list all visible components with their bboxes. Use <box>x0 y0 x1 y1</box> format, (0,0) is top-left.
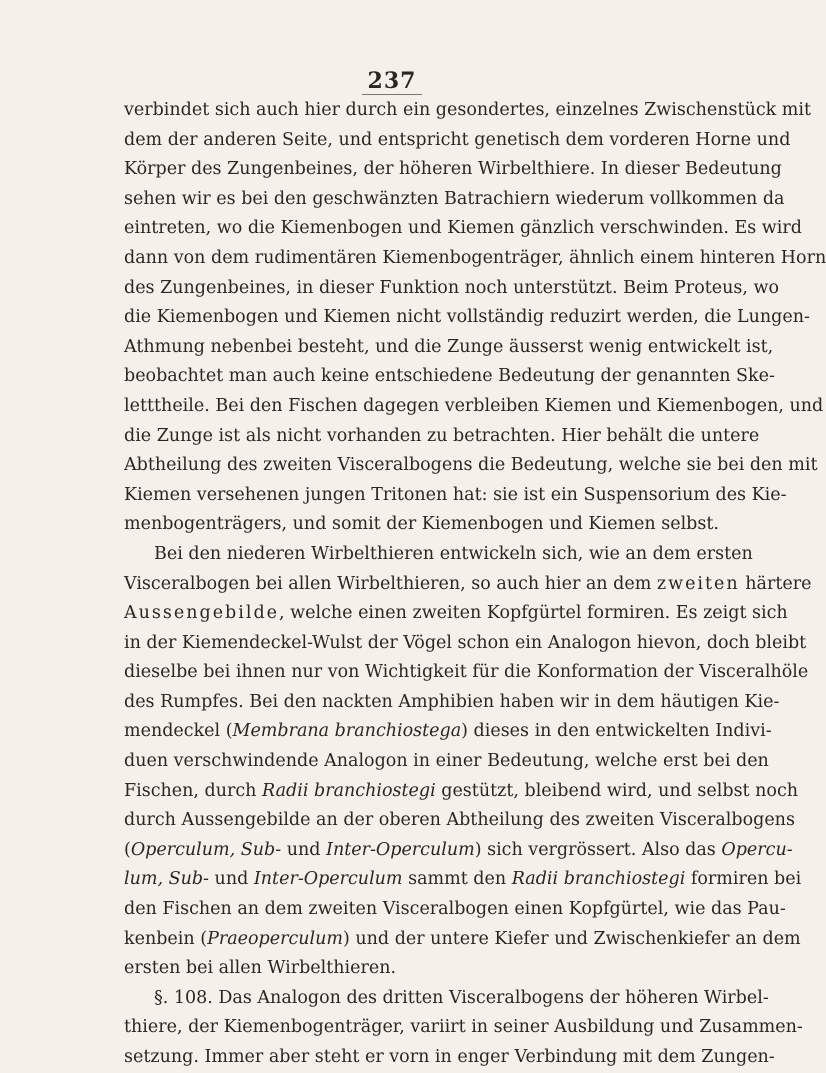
text-line: Athmung nebenbei besteht, und die Zunge äusserst wenig entwickelt ist, <box>124 336 774 357</box>
text-line: mendeckel (Membrana branchiostega) dieses in den entwickelten Indivi- <box>124 721 772 742</box>
latin-term: Operculum, Sub- <box>130 839 282 860</box>
text-line: setzung. Immer aber steht er vorn in enger Verbindung mit dem Zungen- <box>124 1047 775 1067</box>
text-line: Bei den niederen Wirbelthieren entwickeln sich, wie an dem ersten <box>154 543 753 564</box>
text-line: Fischen, durch Radii branchiostegi gestützt, bleibend wird, und selbst noch <box>124 780 799 801</box>
text-line: thiere, der Kiemenbogenträger, variirt in seiner Ausbildung und Zusammen- <box>124 1017 803 1038</box>
text-line: menbogenträgers, und somit der Kiemenbogen und Kiemen selbst. <box>124 514 719 535</box>
text-line: letttheile. Bei den Fischen dagegen verbleiben Kiemen und Kiemenbogen, und <box>124 395 824 416</box>
text-line: die Kiemenbogen und Kiemen nicht vollständig reduzirt werden, die Lungen- <box>124 307 810 328</box>
text-line: Kiemen versehenen jungen Tritonen hat: sie ist ein Suspensorium des Kie- <box>124 484 787 505</box>
spaced-emphasis: Aussengebilde <box>124 603 280 624</box>
latin-term: Opercu- <box>721 839 793 860</box>
text-line: sehen wir es bei den geschwänzten Batrachiern wiederum vollkommen da <box>124 188 785 209</box>
latin-term: lum, Sub- <box>124 869 209 890</box>
text-line: §. 108. Das Analogon des dritten Visceralbogens der höheren Wirbel- <box>154 987 769 1008</box>
text-line: den Fischen an dem zweiten Visceralbogen einen Kopfgürtel, wie das Pau- <box>124 899 786 920</box>
text-line: durch Aussengebilde an der oberen Abtheilung des zweiten Visceralbogens <box>124 810 795 831</box>
text-line: ersten bei allen Wirbelthieren. <box>124 958 397 979</box>
text-line: Abtheilung des zweiten Visceralbogens die Bedeutung, welche sie bei den mit <box>124 455 818 476</box>
text-line: des Rumpfes. Bei den nackten Amphibien haben wir in dem häutigen Kie- <box>124 691 780 712</box>
latin-term: Radii branchiostegi <box>511 869 686 890</box>
page-number: 237 <box>362 68 422 95</box>
latin-term: Radii branchiostegi <box>262 780 436 801</box>
text-line: beobachtet man auch keine entschiedene Bedeutung der genannten Ske- <box>124 366 775 387</box>
latin-term: Inter-Operculum <box>326 839 475 860</box>
latin-term: Inter-Operculum <box>253 869 403 890</box>
latin-term: Praeoperculum <box>207 928 343 949</box>
text-body <box>124 96 826 1073</box>
text-line: Körper des Zungenbeines, der höheren Wirbelthiere. In dieser Bedeutung <box>124 159 782 180</box>
text-line: in der Kiemendeckel-Wulst der Vögel schon ein Analogon hievon, doch bleibt <box>124 632 807 653</box>
text-line: Aussengebilde, welche einen zweiten Kopfgürtel formiren. Es zeigt sich <box>124 603 788 624</box>
text-line: verbindet sich auch hier durch ein gesondertes, einzelnes Zwischenstück mit <box>124 100 812 120</box>
text-line: dann von dem rudimentären Kiemenbogenträger, ähnlich einem hinteren Horn <box>124 247 826 268</box>
text-line: (Operculum, Sub- und Inter-Operculum) sich vergrössert. Also das Opercu- <box>124 839 793 860</box>
text-line: dieselbe bei ihnen nur von Wichtigkeit für die Konformation der Visceralhöle <box>124 662 809 683</box>
text-line: Visceralbogen bei allen Wirbelthieren, so auch hier an dem zweiten härtere <box>124 573 812 594</box>
text-line: kenbein (Praeoperculum) und der untere Kiefer und Zwischenkiefer an dem <box>124 928 801 949</box>
text-line: eintreten, wo die Kiemenbogen und Kiemen gänzlich verschwinden. Es wird <box>124 218 802 239</box>
latin-term: Membrana branchiostega <box>232 721 462 742</box>
text-line: die Zunge ist als nicht vorhanden zu betrachten. Hier behält die untere <box>124 425 760 446</box>
text-line: lum, Sub- und Inter-Operculum sammt den Radii branchiostegi formiren bei <box>124 869 802 890</box>
text-line: duen verschwindende Analogon in einer Bedeutung, welche erst bei den <box>124 751 769 772</box>
text-line: des Zungenbeines, in dieser Funktion noch unterstützt. Beim Proteus, wo <box>124 277 780 298</box>
text-line: dem der anderen Seite, und entspricht genetisch dem vorderen Horne und <box>124 129 791 150</box>
spaced-emphasis: zweiten <box>656 573 740 594</box>
